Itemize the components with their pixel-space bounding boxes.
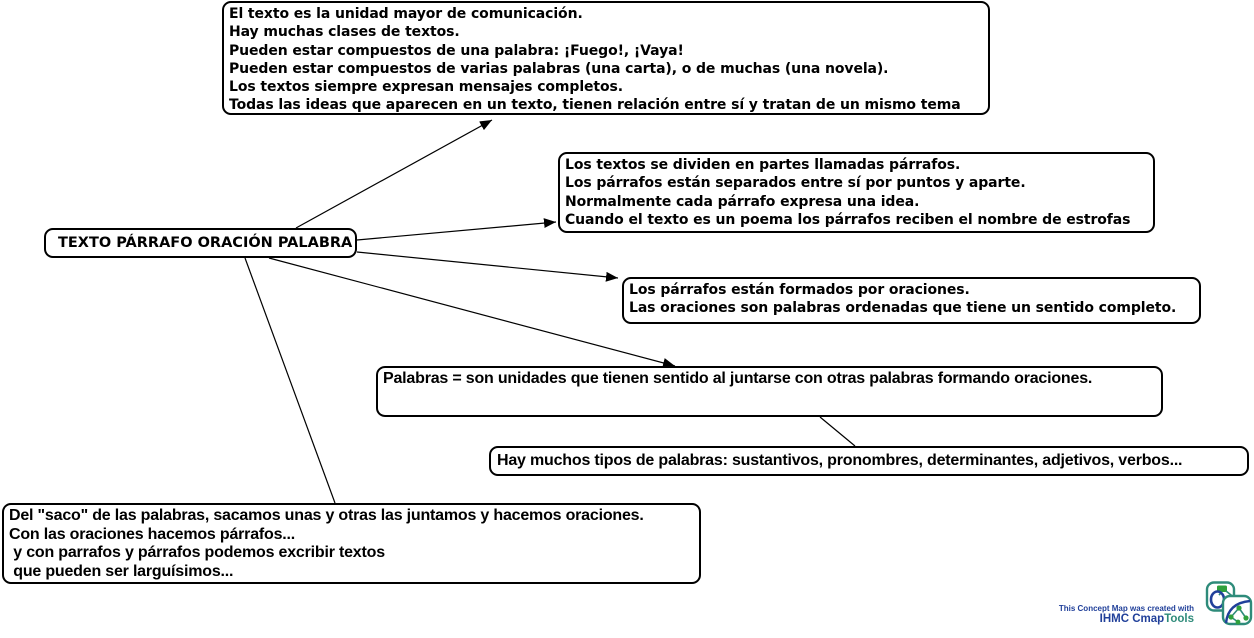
node-texto-line: El texto es la unidad mayor de comunicación. [229,6,583,22]
node-saco-line: Del "saco" de las palabras, sacamos unas y otras las juntamos y hacemos oraciones. [9,507,644,524]
node-saco-line: Con las oraciones hacemos párrafos... [9,525,296,543]
node-parrafos[interactable] [558,152,1155,233]
node-texto-line: Los textos siempre expresan mensajes completos. [229,79,623,96]
node-oraciones-line: Los párrafos están formados por oraciones. [629,282,970,298]
node-parrafos-line: Cuando el texto es un poema los párrafos reciben el nombre de estrofas [565,211,1131,228]
node-texto-line: Todas las ideas que aparecen en un texto, tienen relación entre sí y tratan de un mismo tema [229,97,961,114]
cmaptools-credit[interactable] [1059,580,1253,635]
central-node-label: TEXTO PÁRRAFO ORACIÓN PALABRA [58,234,353,251]
connector-central-to-oraciones [357,252,618,278]
connector-central-to-palabras [269,258,675,366]
connector-central-to-texto [296,120,492,228]
connector-central-to-saco [245,258,335,503]
connector-central-to-parrafos [357,222,556,240]
node-oraciones-line: Las oraciones son palabras ordenadas que tiene un sentido completo. [629,300,1177,317]
credit-brand-tools: Tools [1164,612,1194,625]
node-central-texto-parrafo-oracion-palabra[interactable] [44,228,357,258]
node-parrafos-line: Los textos se dividen en partes llamadas párrafos. [565,157,961,173]
node-parrafos-line: Los párrafos están separados entre sí por puntos y aparte. [565,175,1026,192]
credit-brand-ihmc-cmap: IHMC Cmap [1099,612,1165,625]
node-texto[interactable] [222,1,990,115]
node-oraciones[interactable] [622,277,1201,324]
node-saco-line: y con parrafos y párrafos podemos excribir textos [9,544,385,562]
connector-palabras-to-tipos [820,417,855,446]
node-tipos-palabras[interactable] [489,446,1249,476]
node-tipos-palabras-line: Hay muchos tipos de palabras: sustantivos, pronombres, determinantes, adjetivos, verbos... [497,451,1183,469]
cmaptools-logo-icon [1196,580,1253,635]
node-palabras[interactable] [376,366,1163,417]
node-texto-line: Hay muchas clases de textos. [229,24,460,41]
node-parrafos-line: Normalmente cada párrafo expresa una idea. [565,193,920,210]
node-saco-palabras[interactable] [2,503,701,584]
node-texto-line: Pueden estar compuestos de varias palabras (una carta), o de muchas (una novela). [229,60,889,77]
cmaptools-credit-text [1059,604,1194,626]
credit-prefix-label: This Concept Map was created with [1058,603,1194,613]
node-palabras-line: Palabras = son unidades que tienen sentido al juntarse con otras palabras formando oraciones. [383,370,1093,387]
node-texto-line: Pueden estar compuestos de una palabra: ¡Fuego!, ¡Vaya! [229,42,684,59]
node-saco-line: que pueden ser larguísimos... [9,562,234,580]
